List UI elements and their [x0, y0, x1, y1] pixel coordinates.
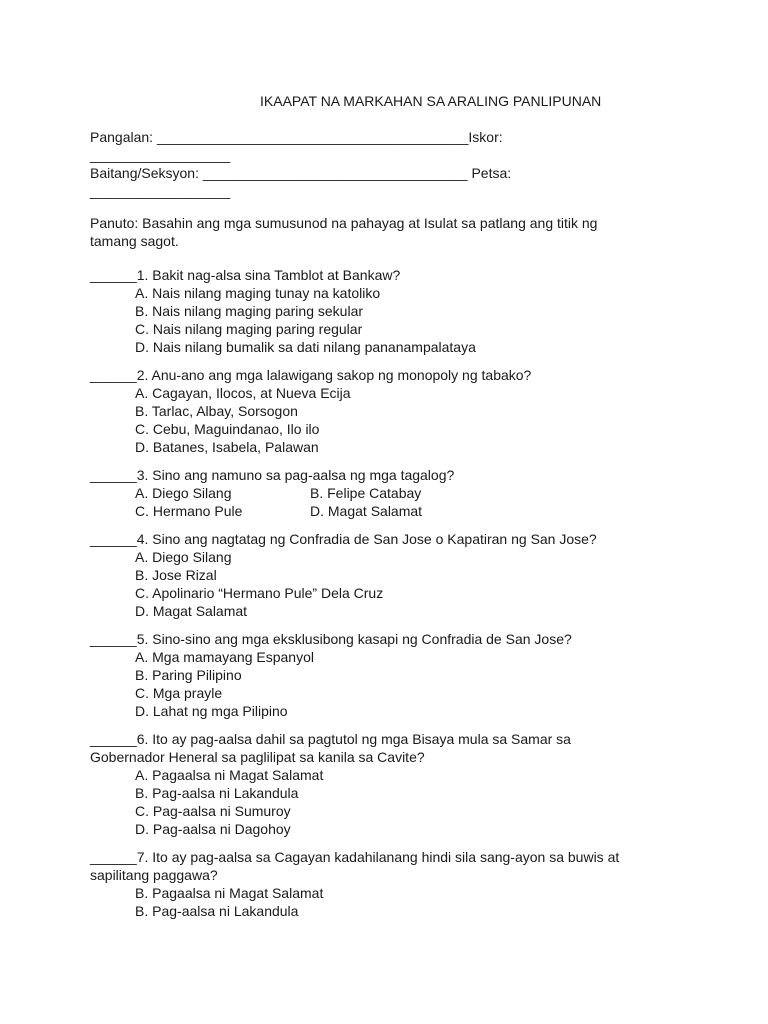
date-blank: __________________	[90, 183, 231, 199]
answer-option-row	[135, 484, 690, 502]
score-blank: __________________	[90, 147, 231, 163]
question-item	[90, 848, 690, 920]
answer-option: D. Pag-aalsa ni Dagohoy	[135, 821, 291, 837]
answer-option: A. Diego Silang	[135, 549, 232, 565]
question-item	[90, 366, 690, 456]
answer-option: D. Nais nilang bumalik sa dati nilang pananampalataya	[135, 339, 476, 355]
answer-option: C. Mga prayle	[135, 685, 223, 701]
answer-option: D. Batanes, Isabela, Palawan	[135, 439, 319, 455]
answer-option: B. Paring Pilipino	[135, 667, 242, 683]
answer-option: B. Pag-aalsa ni Lakandula	[135, 903, 299, 919]
answer-options	[90, 284, 690, 356]
question-stem: ______2. Anu-ano ang mga lalawigang sakop ng monopoly ng tabako?	[90, 367, 532, 383]
section-line: Baitang/Seksyon: __________________________________ Petsa:	[90, 165, 512, 181]
answer-option: C. Nais nilang maging paring regular	[135, 321, 363, 337]
question-item	[90, 266, 690, 356]
answer-option: A. Cagayan, Ilocos, at Nueva Ecija	[135, 385, 351, 401]
answer-option: B. Jose Rizal	[135, 567, 217, 583]
answer-option: B. Nais nilang maging paring sekular	[135, 303, 364, 319]
answer-option: A. Diego Silang	[135, 485, 232, 501]
answer-option: D. Lahat ng mga Pilipino	[135, 703, 288, 719]
question-stem: ______1. Bakit nag-alsa sina Tamblot at Bankaw?	[90, 267, 401, 283]
question-stem: ______4. Sino ang nagtatag ng Confradia de San Jose o Kapatiran ng San Jose?	[90, 531, 597, 547]
question-item	[90, 466, 690, 520]
question-item	[90, 730, 690, 838]
instructions	[90, 214, 690, 250]
answer-option: B. Felipe Catabay	[310, 485, 422, 501]
answer-option: D. Magat Salamat	[310, 503, 423, 519]
instructions-line: Panuto: Basahin ang mga sumusunod na pahayag at Isulat sa patlang ang titik ng	[90, 215, 598, 231]
answer-options	[90, 484, 690, 520]
answer-options	[90, 884, 690, 920]
instructions-line: tamang sagot.	[90, 233, 179, 249]
answer-option: C. Cebu, Maguindanao, Ilo ilo	[135, 421, 320, 437]
answer-option: C. Pag-aalsa ni Sumuroy	[135, 803, 291, 819]
answer-option-row	[135, 502, 690, 520]
answer-option: C. Apolinario “Hermano Pule” Dela Cruz	[135, 585, 384, 601]
answer-option: A. Mga mamayang Espanyol	[135, 649, 314, 665]
answer-options	[90, 548, 690, 620]
answer-option: B. Tarlac, Albay, Sorsogon	[135, 403, 298, 419]
answer-option: C. Hermano Pule	[135, 503, 243, 519]
question-stem: ______6. Ito ay pag-aalsa dahil sa pagtutol ng mga Bisaya mula sa Samar sa	[90, 731, 571, 747]
name-line: Pangalan: ________________________________________Iskor:	[90, 129, 503, 145]
answer-option: B. Pag-aalsa ni Lakandula	[135, 785, 299, 801]
answer-option: D. Magat Salamat	[135, 603, 248, 619]
answer-options	[90, 766, 690, 838]
question-list	[90, 266, 690, 920]
student-info-header	[90, 128, 690, 200]
answer-option: A. Nais nilang maging tunay na katoliko	[135, 285, 381, 301]
question-item	[90, 530, 690, 620]
answer-options	[90, 384, 690, 456]
question-item	[90, 630, 690, 720]
answer-options	[90, 648, 690, 720]
question-stem: ______7. Ito ay pag-aalsa sa Cagayan kadahilanang hindi sila sang-ayon sa buwis at	[90, 849, 620, 865]
answer-option: B. Pagaalsa ni Magat Salamat	[135, 885, 324, 901]
question-stem: ______5. Sino-sino ang mga eksklusibong kasapi ng Confradia de San Jose?	[90, 631, 572, 647]
question-stem: sapilitang paggawa?	[90, 867, 218, 883]
page-title: IKAAPAT NA MARKAHAN SA ARALING PANLIPUNAN	[260, 93, 602, 109]
question-stem: ______3. Sino ang namuno sa pag-aalsa ng mga tagalog?	[90, 467, 455, 483]
question-stem: Gobernador Heneral sa paglilipat sa kanila sa Cavite?	[90, 749, 425, 765]
answer-option: A. Pagaalsa ni Magat Salamat	[135, 767, 324, 783]
worksheet-page	[90, 92, 690, 930]
